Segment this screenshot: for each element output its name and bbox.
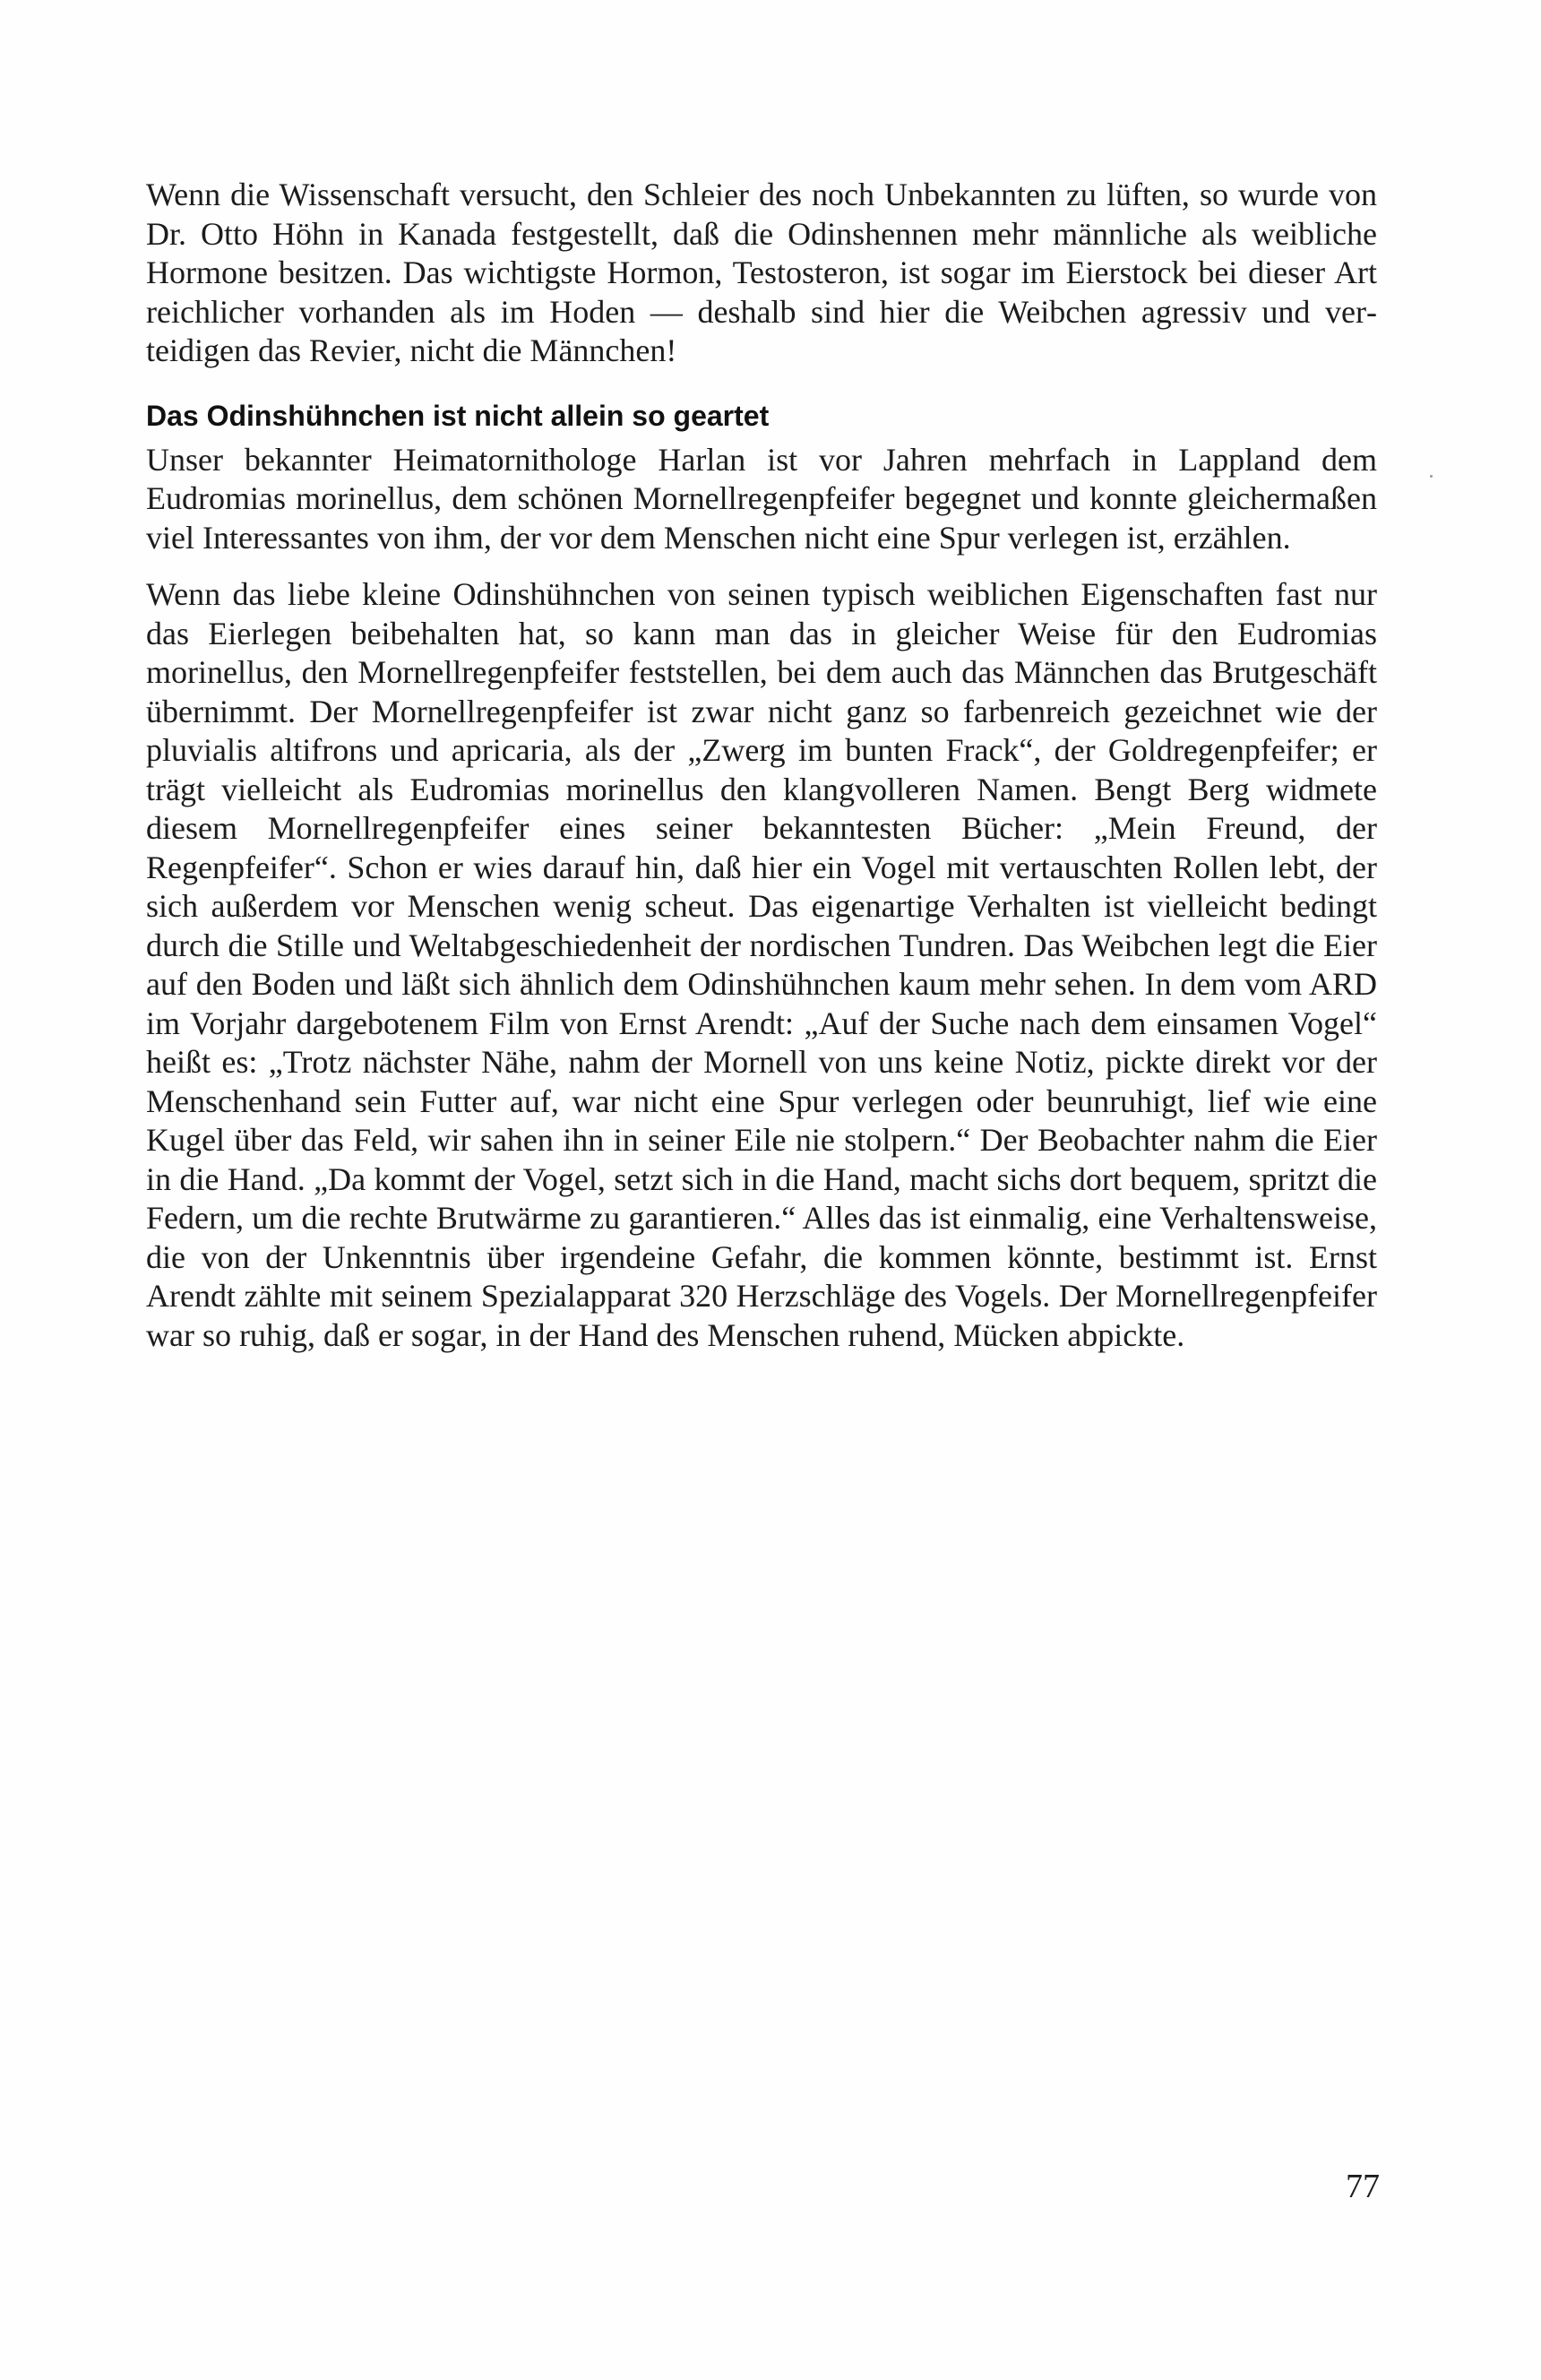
scan-speck	[1430, 475, 1433, 478]
page-number: 77	[1346, 2168, 1380, 2205]
paragraph-mornellregenpfeifer: Wenn das liebe kleine Odinshühnchen von seinen typisch weiblichen Eigenschaften fast nur das Eierlegen beibehalten hat, so kann man das in gleicher Weise für den Eudromias morinellus, den Mornellregenpfeifer feststellen, bei dem auch das Männchen das Brutgeschäft übernimmt. Der Mornellregenpfeifer ist zwar nicht ganz so farbenreich gezeichnet wie der pluvialis altifrons und apricaria, als der „Zwerg im bunten Frack“, der Goldregenpfeifer; er trägt vielleicht als Eudromias morinellus den klangvolleren Namen. Bengt Berg widmete diesem Mornellregenpfeifer eines seiner bekanntesten Bücher: „Mein Freund, der Regenpfeifer“. Schon er wies darauf hin, daß hier ein Vogel mit vertauschten Rollen lebt, der sich außerdem vor Menschen wenig scheut. Das eigenartige Verhalten ist vielleicht bedingt durch die Stille und Weltabgeschiedenheit der nordischen Tundren. Das Weibchen legt die Eier auf den Boden und läßt sich ähnlich dem Odinshühnchen kaum mehr sehen. In dem vom ARD im Vorjahr dargebotenem Film von Ernst Arendt: „Auf der Suche nach dem einsamen Vogel“ heißt es: „Trotz nächster Nähe, nahm der Mornell von uns keine Notiz, pickte direkt vor der Menschenhand sein Futter auf, war nicht eine Spur verlegen oder beunruhigt, lief wie eine Kugel über das Feld, wir sahen ihn in seiner Eile nie stolpern.“ Der Beobachter nahm die Eier in die Hand. „Da kommt der Vogel, setzt sich in die Hand, macht sichs dort bequem, spritzt die Federn, um die rechte Brutwärme zu garantieren.“ Alles das ist einmalig, eine Verhaltensweise, die von der Unkenntnis über irgendeine Gefahr, die kommen könnte, bestimmt ist. Ernst Arendt zählte mit seinem Spezialapparat 320 Herzschläge des Vogels. Der Mornellregenpfeifer war so ruhig, daß er sogar, in der Hand des Menschen ruhend, Mücken abpickte.	[146, 576, 1377, 1353]
paragraph-intro: Wenn die Wissenschaft versucht, den Schleier des noch Unbekannten zu lüften, so wurde von Dr. Otto Höhn in Kanada festgestellt, daß die Odinshennen mehr männliche als weibliche Hormone besitzen. Das wichtigste Hormon, Testosteron, ist sogar im Eierstock bei dieser Art reichlicher vorhanden als im Hoden — deshalb sind hier die Weibchen agressiv und verteidigen das Revier, nicht die Männchen!	[146, 177, 1377, 368]
body-text	[146, 176, 1377, 1355]
section-heading: Das Odinshühnchen ist nicht allein so geartet	[146, 399, 770, 432]
paragraph-harlan: Unser bekannter Heimatornithologe Harlan ist vor Jahren mehrfach in Lappland dem Eudromias morinellus, dem schönen Mornellregenpfeifer begegnet und konnte gleichermaßen viel Interessantes von ihm, der vor dem Menschen nicht eine Spur verlegen ist, erzählen.	[146, 441, 1377, 556]
